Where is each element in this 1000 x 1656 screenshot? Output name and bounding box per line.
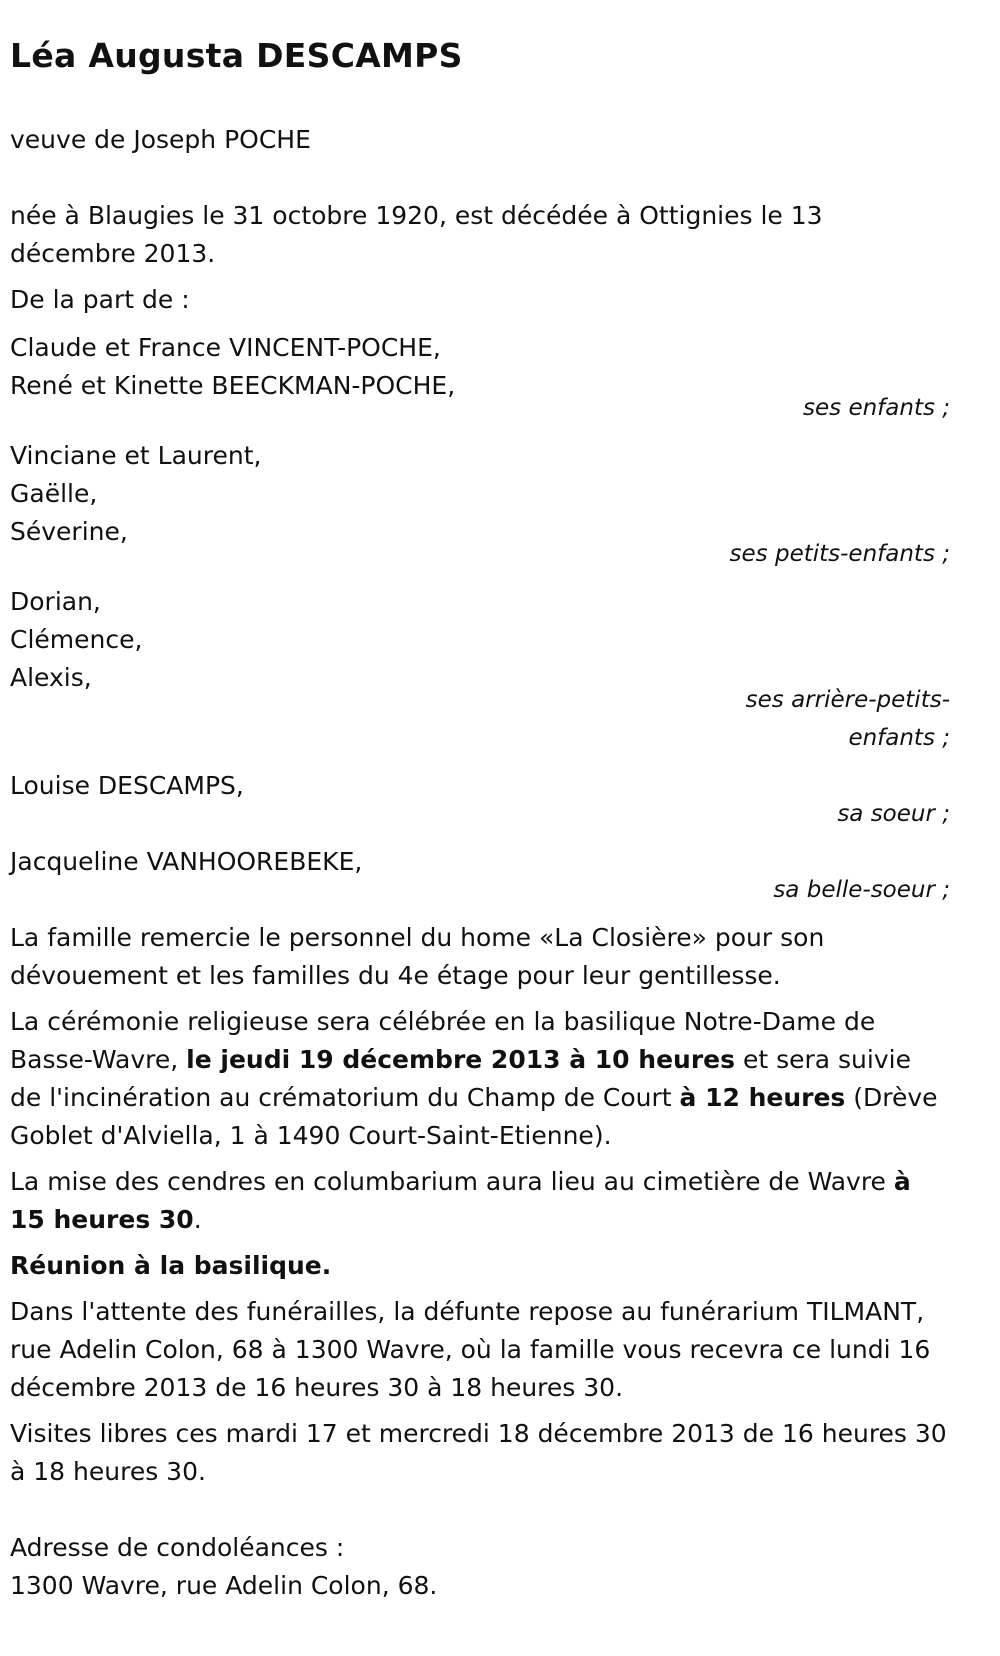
birth-death-paragraph: née à Blaugies le 31 octobre 1920, est décédée à Ottignies le 13 décembre 2013. bbox=[10, 201, 823, 268]
ashes-text: La mise des cendres en columbarium aura lieu au cimetière de Wavre bbox=[10, 1167, 894, 1196]
family-name-line: Clémence, bbox=[10, 625, 143, 654]
ceremony-date: le jeudi 19 décembre 2013 à 10 heures bbox=[186, 1045, 735, 1074]
great-grandchildren-group bbox=[10, 583, 950, 757]
relationship-label: ses petits-enfants ; bbox=[729, 541, 950, 567]
sister-in-law-group bbox=[10, 843, 950, 909]
thanks-paragraph: La famille remercie le personnel du home «La Closière» pour son dévouement et les familles du 4e étage pour leur gentillesse. bbox=[10, 923, 825, 990]
family-name-line: Vinciane et Laurent, bbox=[10, 441, 262, 470]
relationship-label bbox=[10, 681, 950, 757]
sister-group bbox=[10, 767, 950, 833]
from-label: De la part de : bbox=[10, 285, 190, 314]
family-name-line: René et Kinette BEECKMAN-POCHE, bbox=[10, 371, 456, 400]
relationship-label: sa belle-soeur ; bbox=[773, 877, 950, 903]
family-name-line: Jacqueline VANHOOREBEKE, bbox=[10, 847, 363, 876]
family-name-line: Séverine, bbox=[10, 517, 128, 546]
ashes-paragraph bbox=[10, 1163, 950, 1239]
rest-paragraph: Dans l'attente des funérailles, la défunte repose au funérarium TILMANT, rue Adelin Colon, 68 à 1300 Wavre, où la famille vous recevra ce lundi 16 décembre 2013 de 16 heures 30 à 18 heures 30. bbox=[10, 1297, 931, 1402]
condolences-label: Adresse de condoléances : bbox=[10, 1533, 345, 1562]
ceremony-text: La cérémonie religieuse sera célébrée en la basilique Notre-Dame de Basse-Wavre, bbox=[10, 1007, 876, 1074]
relationship-label: sa soeur ; bbox=[837, 801, 950, 827]
ceremony-text: et sera suivie de l'incinération au crématorium du Champ de Court bbox=[10, 1045, 911, 1112]
ashes-time: à 15 heures 30 bbox=[10, 1167, 911, 1234]
family-name-line: Claude et France VINCENT-POCHE, bbox=[10, 333, 441, 362]
cremation-time: à 12 heures bbox=[679, 1083, 846, 1112]
condolences-address: 1300 Wavre, rue Adelin Colon, 68. bbox=[10, 1571, 438, 1600]
relationship-label-line2: enfants ; bbox=[848, 725, 950, 751]
meeting-text: Réunion à la basilique. bbox=[10, 1251, 332, 1280]
visits-paragraph: Visites libres ces mardi 17 et mercredi 18 décembre 2013 de 16 heures 30 à 18 heures 30. bbox=[10, 1419, 947, 1486]
family-name-line: Gaëlle, bbox=[10, 479, 98, 508]
meeting-line bbox=[10, 1247, 950, 1285]
widow-of-line: veuve de Joseph POCHE bbox=[10, 125, 311, 154]
family-name-line: Louise DESCAMPS, bbox=[10, 771, 244, 800]
relationship-label: ses enfants ; bbox=[803, 395, 950, 421]
ashes-text: . bbox=[193, 1205, 202, 1234]
family-name-line: Dorian, bbox=[10, 587, 101, 616]
grandchildren-group bbox=[10, 437, 950, 573]
relationship-label-line1: ses arrière-petits- bbox=[745, 687, 950, 713]
deceased-name: Léa Augusta DESCAMPS bbox=[10, 36, 463, 75]
family-name-line: Alexis, bbox=[10, 663, 92, 692]
children-group bbox=[10, 329, 950, 427]
ceremony-paragraph bbox=[10, 1003, 950, 1155]
ceremony-text: (Drève Goblet d'Alviella, 1 à 1490 Court-Saint-Etienne). bbox=[10, 1083, 938, 1150]
